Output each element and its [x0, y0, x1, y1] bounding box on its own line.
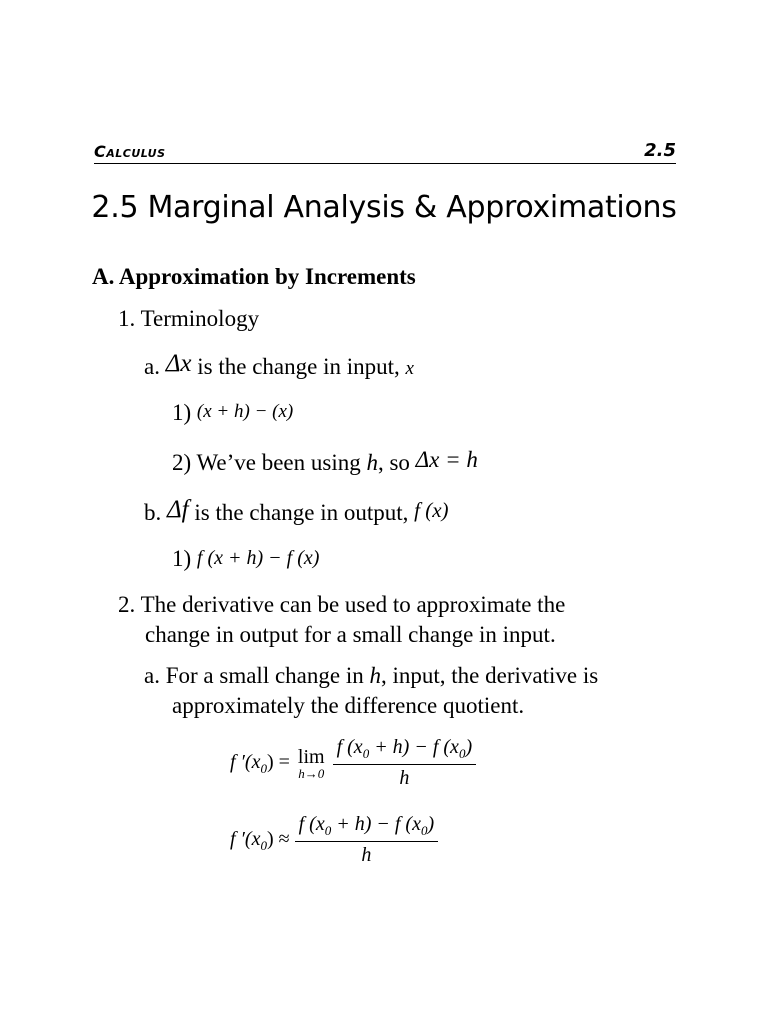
item-2a-line1: [144, 661, 598, 691]
item-1a-sub2-expr: Δx = h: [415, 447, 478, 472]
eq1-lhs: f $'(x_0)$ =: [230, 750, 290, 776]
item-1a-sub2-text: We’ve been using: [196, 450, 361, 475]
running-header: [94, 142, 676, 164]
item-1a-sub2: [172, 448, 478, 478]
item-1a-sub2-marker: 2): [172, 450, 192, 475]
item-2-line1: 2. The derivative can be used to approximate the: [118, 592, 566, 617]
item-1b-marker: b.: [144, 500, 162, 525]
item-1a-text: is the change in input,: [197, 354, 400, 379]
eq1-fraction: [333, 736, 477, 790]
item-2a-var: h: [369, 663, 381, 688]
eq2-lhs: f $'(x_0)$ ≈: [230, 827, 290, 853]
item-1b-text: is the change in output,: [194, 500, 409, 525]
equation-approximation: [230, 813, 438, 867]
item-1b-sub1-marker: 1): [172, 546, 192, 571]
item-1a-sub2-text2: , so: [377, 450, 410, 475]
item-1a-sub2-var: h: [366, 450, 378, 475]
eq2-numerator: f $(x_0 + h) - f$ $(x_0)$: [295, 813, 439, 842]
item-2a-line2: approximately the difference quotient.: [172, 693, 525, 718]
item-1a-sub1-marker: 1): [172, 400, 192, 425]
eq1-denominator: h: [399, 767, 410, 789]
item-1b-sub1: [172, 544, 319, 575]
eq1-numerator: f $(x_0 + h) - f$ $(x_0)$: [333, 736, 477, 765]
item-2-line2: change in output for a small change in input.: [145, 622, 556, 647]
item-2a-marker: a.: [144, 663, 160, 688]
item-1a: [144, 352, 414, 384]
eq2-fraction: [295, 813, 439, 867]
header-section-number: 2.5: [644, 140, 676, 161]
item-1a-var: x: [405, 358, 414, 379]
item-1a-marker: a.: [144, 354, 160, 379]
header-subject: Calculus: [94, 142, 166, 161]
delta-x-symbol: Δx: [165, 350, 192, 377]
section-a-heading: A. Approximation by Increments: [92, 264, 416, 289]
item-2a-post: , input, the derivative is: [380, 663, 599, 688]
eq2-denominator: h: [361, 844, 372, 866]
equation-limit-definition: [230, 736, 476, 790]
item-1b: [144, 498, 449, 528]
page-title: 2.5 Marginal Analysis & Approximations: [91, 190, 677, 225]
item-1b-var: f (x): [414, 498, 449, 522]
item-2a-pre: For a small change in: [165, 663, 364, 688]
eq1-limit: lim h→0: [297, 745, 325, 781]
item-1b-sub1-expr: f (x + h) − f (x): [196, 547, 320, 569]
item-1-label: 1. Terminology: [118, 306, 260, 331]
item-1a-sub1: [172, 398, 293, 430]
item-1a-sub1-expr: (x + h) − (x): [196, 401, 294, 422]
delta-f-symbol: Δf: [167, 496, 189, 523]
